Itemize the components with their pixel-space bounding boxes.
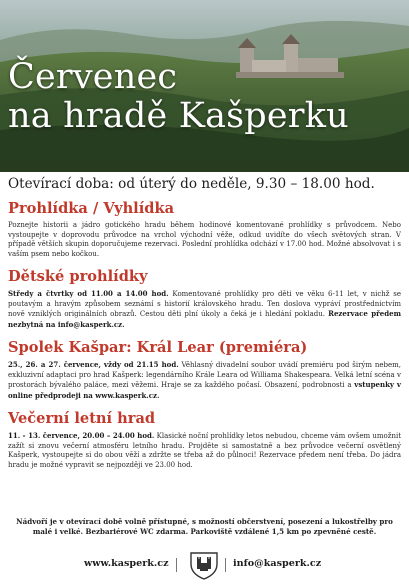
section-heading-evening: Večerní letní hrad — [8, 410, 156, 427]
footer-contacts — [0, 550, 409, 580]
evening-schedule: 11. - 13. července, 20.00 – 24.00 hod. — [8, 431, 155, 440]
section-heading-tour: Prohlídka / Vyhlídka — [8, 200, 175, 217]
opening-hours: Otevírací doba: od úterý do neděle, 9.30 – 18.00 hod. — [8, 176, 375, 192]
kids-description: Komentované prohlídky pro děti ve věku 6-11 let, v nichž se poutavým a hravým způsobem seznámí s historií královského hradu. Ten doslova vypráví prostřednictvím nově vzniklých originálních obrazů. Cestou děti plní úkoly a čeká je i hledání pokladu. — [8, 290, 401, 318]
website-link[interactable]: www.kasperk.cz — [84, 558, 169, 569]
email-link[interactable]: info@kasperk.cz — [233, 558, 322, 569]
theatre-tickets: vstupenky v online předprodeji na www.kasperk.cz. — [8, 380, 401, 400]
section-kids — [0, 268, 409, 330]
section-evening — [0, 410, 409, 470]
title-line-1: Červenec — [8, 57, 178, 97]
poster-title — [8, 58, 349, 136]
section-text-kids — [8, 289, 401, 330]
theatre-schedule: 25., 26. a 27. července, vždy od 21.15 hod. — [8, 360, 179, 369]
theatre-description: Věhlasný divadelní soubor uvádí premiéru pod širým nebem, exkluzivní adaptaci pro hrad Kašperk: legendárního Krále Leara od Williama Shakespeara. Velká letní scéna v prostorách bývalého paláce, mezi věžemi. Hraje se za každého počasí. Obsazení, podrobnosti a — [8, 361, 401, 389]
kids-schedule: Středy a čtvrtky od 11.00 a 14.00 hod. — [8, 289, 169, 298]
coat-of-arms-icon — [187, 550, 221, 580]
footer-divider-right — [225, 558, 226, 572]
section-text-evening — [8, 431, 401, 470]
kids-reservation: Rezervace předem nezbytná na info@kasperk.cz. — [8, 309, 401, 329]
courtyard-note: Nádvoří je v otevírací době volně přístupné, s možností občerstvení, posezení a lukostřelby pro malé i velké. Bezbariérové WC zdarma. Parkoviště vzdálené 1,5 km po zpevněné cestě. — [16, 517, 393, 536]
title-line-2: na hradě Kašperku — [8, 96, 349, 136]
footer-divider-left — [176, 558, 177, 572]
evening-description: Klasické noční prohlídky letos nebudou, chceme vám ovšem umožnit zažít si znovu večerní atmosféru letního hradu. Projděte si samostatně a bez průvodce večerní osvětlený Kašperk, vystoupejte si do obou věží a zdržte se třeba až do půlnoci! Rezervace předem není třeba. Do jádra hradu je možné vypravit se nejpozději ve 23.00 hod. — [8, 432, 402, 469]
section-tour — [0, 200, 409, 259]
section-text-tour: Poznejte historii a jádro gotického hradu během hodinové komentované prohlídky s průvodcem. Nebo vystoupejte v doprovodu průvodce na vrchol východní věže, odkud uvidíte do všech světových stran. V případě větších skupin doporučujeme rezervaci. Poslední prohlídka odchází v 17.00 hod. Možné absolvovat i s vaším psem nebo kočkou. — [8, 221, 401, 258]
section-theatre — [0, 339, 409, 401]
section-heading-kids: Dětské prohlídky — [8, 268, 148, 285]
section-text-theatre — [8, 360, 401, 401]
hero-banner — [0, 0, 409, 172]
section-heading-theatre: Spolek Kašpar: Král Lear (premiéra) — [8, 339, 308, 356]
